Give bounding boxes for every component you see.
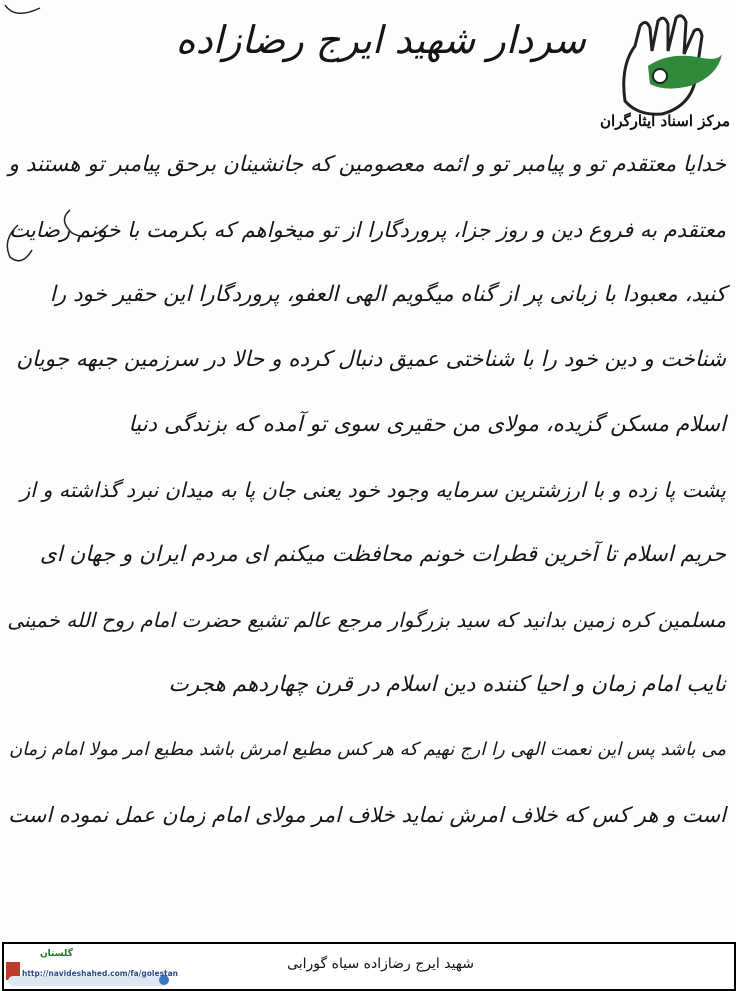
letter-line: اسلام مسکن گزیده، مولای من حقیری سوی تو آمده که بزندگی دنیا: [128, 412, 726, 437]
letter-line: شناخت و دین خود را با شناختی عمیق دنبال کرده و حالا در سرزمین جبهه جویان: [16, 347, 726, 372]
letter-line: پشت پا زده و با ارزشترین سرمایه وجود خود یعنی جان پا به میدان نبرد گذاشته و از: [20, 478, 726, 502]
footer-brand: گلستان: [40, 949, 73, 959]
footer-caption-box: [2, 942, 736, 991]
corner-scribble-mark: [0, 0, 50, 25]
letter-line: خدایا معتقدم تو و پیامبر تو و ائمه معصومین که جانشینان برحق پیامبر تو هستند و: [8, 152, 726, 177]
letter-body: [6, 150, 726, 865]
letter-line: می باشد پس این نعمت الهی را ارج نهیم که هر کس مطیع امرش باشد مطیع امر مولا امام زمان: [9, 739, 726, 760]
letter-line: است و هر کس که خلاف امرش نماید خلاف امر مولای امام زمان عمل نموده است: [8, 803, 726, 827]
logo-caption: مرکز اسناد ایثارگران: [600, 112, 730, 130]
letter-line: کنید، معبودا با زبانی پر از گناه میگویم الهی العفو، پروردگارا این حقیر خود را: [49, 282, 726, 307]
footer-site-link[interactable]: http://navideshahed.com/fa/golestan: [22, 969, 179, 978]
letter-line: معتقدم به فروع دین و روز جزا، پروردگارا از تو میخواهم که بکرمت با خونم رضایت: [9, 218, 726, 242]
letter-line: نایب امام زمان و احیا کننده دین اسلام در قرن چهاردهم هجرت: [168, 672, 726, 697]
letter-line: حریم اسلام تا آخرین قطرات خونم محافظت میکنم ای مردم ایران و جهان ای: [39, 542, 726, 567]
letter-line: مسلمین کره زمین بدانید که سید بزرگوار مرجع عالم تشیع حضرت امام روح الله خمینی: [7, 608, 726, 632]
letter-title: سردار شهید ایرج رضازاده: [175, 18, 586, 62]
footer-caption: شهید ایرج رضازاده سیاه گورابی: [287, 956, 474, 972]
